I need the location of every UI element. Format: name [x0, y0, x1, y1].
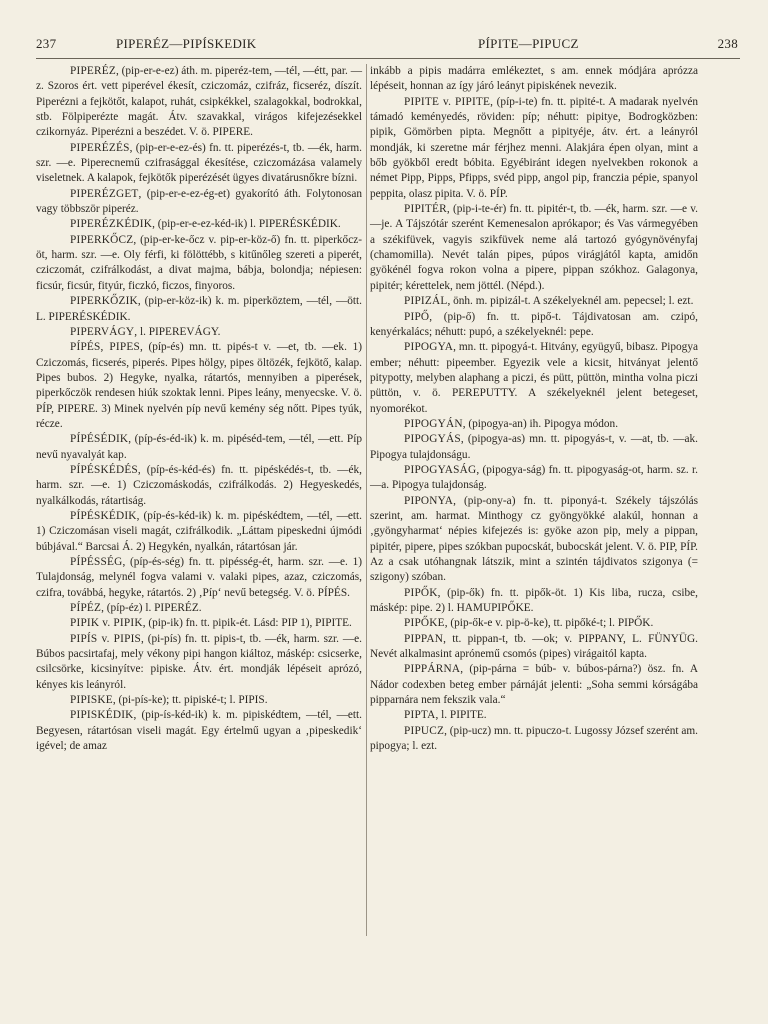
dictionary-entry [36, 463, 362, 509]
entry-headword: PIPERKŐCZ [70, 233, 134, 246]
entry-body: , (píp-és-éd-ik) k. m. pipéséd-tem, —tél, —ett. Píp nevű nyavalyát kap. [36, 433, 362, 461]
entry-body: , önh. m. pipizál-t. A székelyeknél am. pepecsel; l. ezt. [447, 295, 694, 308]
dictionary-entry [370, 432, 698, 463]
entry-body: , (pip-er-e-ez-kéd-ik) l. PIPERÉSKÉDIK. [152, 218, 341, 231]
entry-body: , (píp-éz) l. PIPERÉZ. [101, 602, 202, 615]
entry-headword: PIPŐ [404, 310, 430, 323]
entry-headword: PIPUCZ [404, 724, 445, 737]
dictionary-entry [36, 217, 362, 232]
entry-body: , (pipogya-as) mn. tt. pipogyás-t, v. —at, tb. —ak. Pipogya tulajdonságu. [370, 433, 698, 461]
entry-headword: PIPERÉZ [70, 65, 116, 77]
entry-body: inkább a pipis madárra emlékeztet, s am. ennek módjára aprózza lépéseit, honnan az így járó leányt pipiskének nevezik. [370, 65, 698, 93]
entry-body: , (pip-ők) fn. tt. pipők-öt. 1) Kis liba, rucza, csibe, máskép: pipe. 2) l. HAMUPIPŐKE. [370, 586, 698, 615]
dictionary-entry [370, 340, 698, 417]
dictionary-entry [370, 202, 698, 294]
entry-headword: PÍPÉSKÉDIK [70, 509, 137, 522]
right-running-title: PÍPITE—PIPUCZ [478, 36, 579, 51]
dictionary-entry [36, 616, 362, 631]
entry-headword: PIPERÉZKÉDIK [70, 218, 153, 231]
dictionary-entry [370, 586, 698, 617]
entry-headword: PIPIK v. PIPIK [70, 617, 143, 630]
entry-body: , (pi-pís-ke); tt. pipiské-t; l. PIPIS. [112, 694, 268, 707]
entry-headword: PIPOGYA [404, 341, 454, 354]
column-divider [366, 64, 367, 936]
entry-headword: PIPITE v. PIPITE [404, 95, 491, 108]
entry-body: , (pip-ucz) mn. tt. pipuczo-t. Lugossy József szerént am. pipogya; l. ezt. [370, 724, 698, 753]
header-rule [36, 58, 740, 59]
dictionary-entry [370, 294, 698, 309]
entry-headword: PIPÍS v. PIPIS [70, 632, 142, 645]
left-page-number: 237 [36, 36, 57, 51]
entry-headword: PIPPAN [404, 632, 444, 645]
dictionary-entry [36, 141, 362, 187]
entry-body: , (píp-i-te) fn. tt. pipité-t. A madarak nyelvén támadó keményedés, röviden: píp; néhutt: pipitye, Bodrogközben: pipik, Gömörben pipta. Megnőtt a pipityéje, átv. ért. a leányról mondják, ki szeretne már férjhez menni. Alakjára épen olyan, mint a bőb gyökből eredt bóbita. Egyébiránt idegen nyelvekben rokonok a német Pipp, Pipps, Pfipps, svéd pipp, angol pip, franczia pépie, spanyol peppita, olasz pipita. V. ö. PÍP. [370, 95, 699, 200]
right-page-number: 238 [717, 36, 738, 51]
entry-body: , l. PIPEREVÁGY. [134, 325, 221, 338]
dictionary-entry [36, 509, 362, 555]
dictionary-entry [370, 494, 698, 586]
entry-headword: PÍPÉZ [70, 602, 102, 615]
entry-headword: PIPERVÁGY [70, 325, 135, 338]
entry-headword: PIPISKE [70, 694, 113, 707]
dictionary-entry [370, 310, 698, 341]
entry-headword: PIPERÉZGET [70, 187, 139, 200]
dictionary-entry [370, 95, 698, 202]
entry-body: , (pip-ő) fn. tt. pipő-t. Tájdivatosan am. czipó, kenyérkalács; néhutt: pupó, a székelyeknél: pepe. [370, 310, 698, 338]
left-running-title: PIPERÉZ—PIPÍSKEDIK [116, 36, 257, 51]
dictionary-entry [370, 632, 698, 663]
dictionary-entry [36, 693, 362, 708]
right-column [370, 64, 698, 754]
entry-headword: PIPISKÉDIK [70, 709, 134, 722]
entry-headword: PÍPÉSKÉDÉS [70, 463, 138, 476]
entry-body: , (pip-er-e-ez-ég-et) gyakorító áth. Folytonosan vagy többször piperéz. [36, 187, 362, 216]
entry-headword: PIPITÉR [404, 203, 447, 216]
left-column [36, 64, 362, 754]
entry-body: , mn. tt. pipogyá-t. Hitvány, együgyű, bibasz. Pipogya ember; néhutt: pipeember. Egyezik vele a kicsit, hitványat jelentő pitypotty, melyben alaphang a piczi, és pütt, püttön, mintha volna piczi püttön, v. ö. PEREPUTTY. A székelyeknél jelent betegeset, nyomorékot. [370, 341, 698, 415]
entry-headword: PIPOGYASÁG [404, 463, 477, 476]
entry-body: , (pip-i-te-ér) fn. tt. pipitér-t, tb. —ék, harm. szr. —e v. —je. A Tájszótár szerént Kemenesalon aprókapor; és Vas vármegyében a székifüvek, vagyis szikfüvek neme alá tartozó gyógynövényfaj (chamomilla). Nevét talán pipes, púpos virágjától kapta, amidőn gyökénél fogva rokon volna a pipere, pippan szókhoz. Galagonya, pipitér; kérettelek, nem jöttél. (Népd.). [370, 203, 698, 292]
dictionary-entry [36, 187, 362, 218]
entry-body: , (pipogya-ság) fn. tt. pipogyaság-ot, harm. sz. r. —a. Pipogya tulajdonság. [370, 463, 698, 492]
entry-body: , (pip-ik) fn. tt. pipik-ét. Lásd: PIP 1), PIPITE. [142, 617, 352, 630]
dictionary-entry [36, 601, 362, 616]
dictionary-entry [36, 632, 362, 693]
entry-body: , (pip-ony-a) fn. tt. piponyá-t. Székely tájszólás szerint, am. harmat. Minthogy cz gyöngyökké alakúl, honnan a ‚gyöngyharmat‘ népies kifejezés is: gyöke azon pip, mely a pippan, pipitér, pipere, pipes szókban pupocskát, bubocskát jelent. V. ö. PIP, PÍP. Az a csak utóhangnak látszik, mint a szintén tájdivatos szigonya (= szigony) szóban. [370, 494, 698, 584]
entry-headword: PIPŐK [404, 586, 438, 599]
entry-body: , (pip-er-ke-őcz v. pip-er-köz-ő) fn. tt. piperkőcz-öt, harm. szr. —e. Oly férfi, ki fölöttébb, s kitűnőleg szereti a piperét, cziczomát, czifrálkodást, a divat majma, bábja, bolondja; népiesen: ficsúr, ficsúr, fityúr, ficzkó, ficzos, finyoros. [36, 233, 362, 292]
entry-body: , tt. pippan-t, tb. —ok; v. PIPPANY, L. FÜNYÜG. Nevét alkalmasint aprónemű csomós (pipes) virágaitól kapta. [370, 632, 698, 661]
entry-body: , (pip-ís-kéd-ik) k. m. pipiskédtem, —tél, —ett. Begyesen, rátartósan viseli magát. Egy értelmű ugyan a ‚pipeskedik‘ igével; de amaz [36, 709, 362, 753]
dictionary-entry [36, 432, 362, 463]
page-header [0, 36, 768, 56]
entry-headword: PIPPÁRNA [404, 663, 461, 676]
dictionary-entry [370, 708, 698, 723]
entry-body: , (pip-er-e-ez-és) fn. tt. piperézés-t, tb. —ék, harm. szr. —e. Piperecnemű czifrasággal ékesítése, cziczomázása valamely viseletnek. A kalapok, fejkötők piperézését ügyes divatárusnőkre bízni. [36, 141, 362, 185]
entry-headword: PIPONYA [404, 494, 454, 507]
entry-body: , (píp-és-ség) fn. tt. pipésség-ét, harm. szr. —e. 1) Tulajdonság, melynél fogva valami v. valaki pipes, azaz, cziczomás, czifra, továbbá, hegyke, rátartós. 2) ‚Píp‘ nevű betegség. V. ö. PÍPÉS. [36, 556, 362, 599]
dictionary-entry [370, 417, 698, 432]
entry-body: , (pip-er-köz-ik) k. m. piperköztem, —tél, —ött. L. PIPERÉSKÉDIK. [36, 295, 362, 323]
entry-body: , (píp-és-kéd-és) fn. tt. pipéskédés-t, tb. —ék, harm. szr. —e. 1) Cziczomáskodás, czifrálkodás. 2) Hegyeskedés, nyalkálkodás, rátartiság. [36, 463, 362, 507]
dictionary-entry [370, 64, 698, 95]
entry-body: , (pi-pís) fn. tt. pipis-t, tb. —ék, harm. szr. —e. Búbos pacsirtafaj, mely vékony pipi hangon kiáltoz, máskép: csicserke, csilcsörke, kicsinyítve: pipiske. Átv. ért. mondják lépéseit aprózó, kényes kis leányról. [36, 632, 362, 691]
entry-headword: PÍPÉSSÉG [70, 556, 123, 568]
entry-body: , (píp-és-kéd-ik) k. m. pipéskédtem, —tél, —ett. 1) Cziczomásan viseli magát, czifrálkodik. „Láttam pipeskedni újmódi búbjával.“ Barcsai Á. 2) Hegykén, nyalkán, rátartósan jár. [36, 509, 362, 553]
entry-headword: PIPOGYÁS [404, 433, 461, 446]
entry-headword: PÍPÉSÉDIK [70, 433, 129, 446]
entry-headword: PIPIZÁL [404, 295, 448, 308]
entry-body: , (pip-ők-e v. pip-ö-ke), tt. pipőké-t; l. PIPŐK. [444, 617, 654, 630]
dictionary-entry [36, 708, 362, 754]
dictionary-entry [36, 340, 362, 432]
entry-body: , (pipogya-an) ih. Pipogya módon. [462, 417, 619, 430]
dictionary-entry [36, 233, 362, 294]
dictionary-entry [370, 724, 698, 755]
entry-body: , (pip-er-e-ez) áth. m. piperéz-tem, —tél, —étt, par. —z. Szoros ért. vett piperével ékesít, cziczomáz, czifráz, ficseréz, díszít. Piperézni a fejkötőt, kalapot, ruhát, csipkékkel, szalagokkal, bodrokkal, stb. Fölpiperézte magát. Átv. szavakkal, virágos kifejezésekkel czikornyáz. Piperézni a beszédet. V. ö. PIPERE. [36, 65, 362, 139]
entry-headword: PIPTA [404, 709, 436, 722]
dictionary-entry [36, 294, 362, 325]
entry-body: , (pip-párna = búb- v. búbos-párna?) ösz. fn. A Nádor codexben beteg ember párnáját jelenti: „Soha semmi kórságába pipparnára nem fekszik vala.“ [370, 663, 698, 707]
entry-headword: PIPOGYÁN [404, 417, 463, 430]
entry-headword: PIPERÉZÉS [70, 141, 130, 154]
dictionary-entry [36, 325, 362, 340]
entry-headword: PIPERKŐZIK [70, 295, 138, 308]
entry-body: , (píp-és) mn. tt. pipés-t v. —et, tb. —ek. 1) Cziczomás, ficserés, piperés. Pipes hölgy, pipes öltözék, fejkötő, kalap. Pipes bubos. 2) Hegyke, nyalka, rátartós, mennyiben a piperések, piperkőczök rendesen hiúk szoktak lenni. Pipes leány, menyecske. V. ö. PÍP, PIPERE. 3) Minek nyelvén píp nevű kemény ség nőtt. Pipes tyúk, récze. [36, 341, 362, 430]
entry-body: , l. PIPITE. [435, 709, 487, 722]
entry-headword: PÍPÉS, PIPES [70, 341, 140, 354]
entry-headword: PIPŐKE [404, 617, 445, 630]
dictionary-entry [370, 616, 698, 631]
dictionary-entry [370, 463, 698, 494]
dictionary-entry [36, 64, 362, 141]
dictionary-entry [370, 662, 698, 708]
dictionary-entry [36, 555, 362, 601]
